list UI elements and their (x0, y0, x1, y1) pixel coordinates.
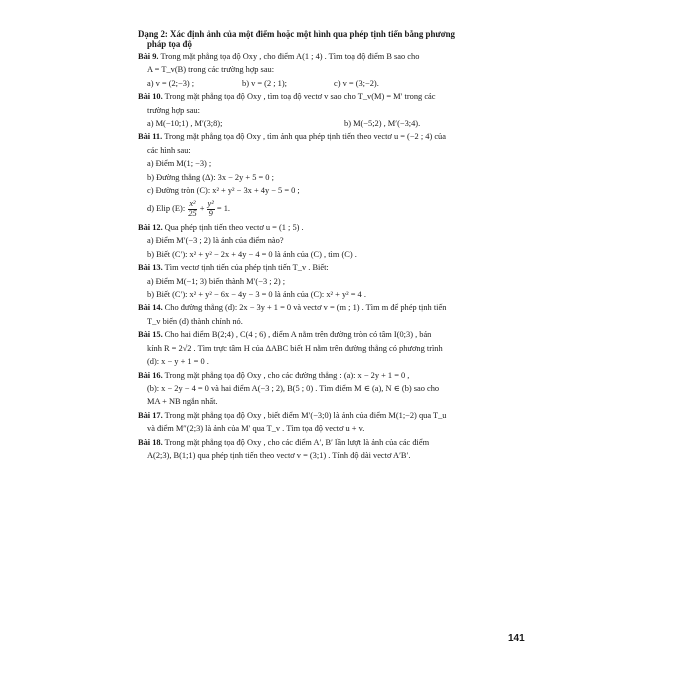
problem-16 (138, 372, 552, 407)
problem-13 (138, 264, 552, 299)
problem-text: kính R = 2√2 . Tìm trực tâm H của ΔABC biết H nằm trên đường thẳng có phương trình (147, 343, 443, 353)
option-b: b) v = (2 ; 1); (242, 78, 287, 88)
problem-text: b) Đường thẳng (Δ): 3x − 2y + 5 = 0 ; (147, 172, 274, 182)
problem-label: Bài 14. (138, 303, 163, 313)
problem-text: Trong mặt phẳng tọa độ Oxy , cho các đường thẳng : (a): x − 2y + 1 = 0 , (164, 370, 410, 380)
problem-11 (138, 133, 552, 219)
problem-label: Bài 10. (138, 92, 163, 102)
problem-text: Trong mặt phẳng tọa độ Oxy , cho các điểm A′, B′ lần lượt là ảnh của các điểm (164, 437, 430, 447)
problem-text: T_v biến (d) thành chính nó. (147, 316, 243, 326)
fraction-denominator: 9 (208, 209, 213, 219)
option-a: a) v = (2;−3) ; (147, 78, 195, 88)
ellipse-prefix: d) Elip (E): (147, 204, 186, 214)
problem-text: b) Biết (C′): x² + y² − 2x + 4y − 4 = 0 là ảnh của (C) , tìm (C) . (147, 249, 357, 259)
option-c: c) v = (3;−2). (334, 78, 379, 88)
problem-text: a) Điểm M(1; −3) ; (147, 159, 212, 169)
section-title-line-2: pháp tọa độ (147, 38, 192, 49)
problem-text: Cho hai điểm B(2;4) , C(4 ; 6) , điểm A nằm trên đường tròn có tâm I(0;3) , bán (164, 330, 432, 340)
section-title (138, 30, 552, 50)
problem-text: b) Biết (C′): x² + y² − 6x − 4y − 3 = 0 là ảnh của (C): x² + y² = 4 . (147, 290, 366, 300)
problem-12 (138, 224, 552, 259)
problem-14 (138, 304, 552, 326)
problem-label: Bài 15. (138, 330, 163, 340)
problem-text: và điểm M″(2;3) là ảnh của M′ qua T_v . Tìm tọa độ vectơ u + v. (147, 424, 365, 434)
problem-text: a) Điểm M(−1; 3) biến thành M′(−3 ; 2) ; (147, 276, 286, 286)
problem-17 (138, 412, 552, 434)
problem-text: A(2;3), B(1;1) qua phép tịnh tiến theo vectơ v = (3;1) . Tính độ dài vectơ A′B′. (147, 450, 411, 460)
problem-text: trường hợp sau: (147, 105, 200, 115)
page-number: 141 (508, 633, 525, 644)
options-row (138, 120, 552, 128)
problem-9 (138, 53, 552, 88)
problem-label: Bài 13. (138, 263, 163, 273)
problem-text: Qua phép tịnh tiến theo vectơ u = (1 ; 5) . (164, 223, 304, 233)
problem-text: Trong mặt phẳng tọa độ Oxy , tìm ảnh qua phép tịnh tiến theo vectơ u = (−2 ; 4) của (164, 132, 446, 142)
option-a: a) M(−10;1) , M′(3;8); (147, 118, 223, 128)
problem-label: Bài 16. (138, 370, 163, 380)
problem-text: c) Đường tròn (C): x² + y² − 3x + 4y − 5 = 0 ; (147, 186, 300, 195)
problem-text: A = T_v(B) trong các trường hợp sau: (147, 65, 275, 75)
problem-text: Cho đường thẳng (d): 2x − 3y + 1 = 0 và vectơ v = (m ; 1) . Tìm m để phép tịnh tiến (164, 303, 447, 313)
problem-label: Bài 9. (138, 51, 159, 61)
problem-label: Bài 11. (138, 132, 163, 142)
document-page (138, 30, 552, 465)
fraction-denominator: 25 (188, 209, 197, 219)
ellipse-suffix: = 1. (216, 204, 230, 214)
problem-text: Trong mặt phẳng tọa độ Oxy , cho điểm A(1 ; 4) . Tìm toạ độ điểm B sao cho (160, 51, 420, 61)
fraction-numerator: x² (189, 199, 196, 209)
section-title-line-1: Dạng 2: Xác định ảnh của một điểm hoặc một hình qua phép tịnh tiến bằng phương (138, 29, 455, 39)
problem-text: Trong mặt phẳng tọa độ Oxy , biết điểm M′(−3;0) là ảnh của điểm M(1;−2) qua T_u (164, 410, 447, 420)
problem-label: Bài 17. (138, 410, 163, 420)
problem-text: các hình sau: (147, 145, 191, 155)
problem-text: MA + NB ngắn nhất. (147, 397, 218, 407)
options-row (138, 80, 552, 88)
problem-text: a) Điểm M′(−3 ; 2) là ảnh của điểm nào? (147, 236, 284, 246)
problem-10 (138, 93, 552, 128)
problem-text: (b): x − 2y − 4 = 0 và hai điểm A(−3 ; 2), B(5 ; 0) . Tìm điểm M ∈ (a), N ∈ (b) sao cho (147, 383, 440, 393)
problem-label: Bài 18. (138, 437, 163, 447)
fraction-x (187, 200, 197, 219)
problem-text: (d): x − y + 1 = 0 . (147, 357, 209, 367)
problem-18 (138, 439, 552, 461)
problem-text: Tìm vectơ tịnh tiến của phép tịnh tiến T_v . Biết: (164, 263, 329, 273)
fraction-numerator: y² (207, 199, 214, 209)
option-b: b) M(−5;2) , M′(−3;4). (344, 118, 421, 128)
fraction-y (207, 200, 215, 219)
problem-text: Trong mặt phẳng tọa độ Oxy , tìm toạ độ vectơ v sao cho T_v(M) = M′ trong các (164, 92, 436, 102)
ellipse-equation: d) Elip (E): $\frac{\text{x²}}{25}$ + $\frac{\text{y²}}{9}$ = 1. (147, 199, 230, 219)
problem-15 (138, 331, 552, 366)
problem-label: Bài 12. (138, 223, 163, 233)
